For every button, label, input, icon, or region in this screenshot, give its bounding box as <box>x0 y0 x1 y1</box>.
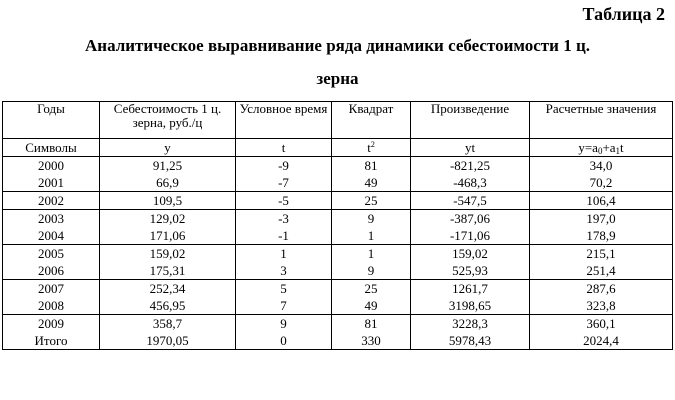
symbol-square <box>332 139 411 157</box>
cell-product: -387,06 <box>411 210 530 228</box>
cell-cost: 171,06 <box>100 227 236 245</box>
cell-calculated: 251,4 <box>530 262 673 280</box>
cell-year: 2002 <box>3 192 100 210</box>
cell-time: 7 <box>236 297 332 315</box>
cost-dynamics-table <box>2 101 673 350</box>
table-row <box>3 174 673 192</box>
table-row <box>3 192 673 210</box>
cell-year: 2003 <box>3 210 100 228</box>
formula-sub-1: 1 <box>615 145 621 156</box>
cell-calculated: 178,9 <box>530 227 673 245</box>
cell-time: 9 <box>236 315 332 333</box>
symbol-formula <box>530 139 673 157</box>
cell-year: Итого <box>3 332 100 350</box>
cell-square: 25 <box>332 280 411 298</box>
cell-year: 2005 <box>3 245 100 263</box>
cell-square: 81 <box>332 157 411 175</box>
cell-cost: 456,95 <box>100 297 236 315</box>
symbol-product: yt <box>411 139 530 157</box>
header-calculated-values: Расчетные значения <box>530 102 673 139</box>
table-row <box>3 210 673 228</box>
cell-year: 2001 <box>3 174 100 192</box>
table-row <box>3 227 673 245</box>
cell-time: -1 <box>236 227 332 245</box>
cell-product: 525,93 <box>411 262 530 280</box>
cell-product: -468,3 <box>411 174 530 192</box>
symbol-square-exponent: 2 <box>370 139 375 149</box>
cell-square: 9 <box>332 210 411 228</box>
cell-calculated: 215,1 <box>530 245 673 263</box>
formula-sub-0: 0 <box>597 145 603 156</box>
symbols-label: Символы <box>3 139 100 157</box>
cell-time: 1 <box>236 245 332 263</box>
cell-time: -3 <box>236 210 332 228</box>
symbol-square-base: t <box>367 139 371 155</box>
header-years: Годы <box>3 102 100 139</box>
table-row <box>3 245 673 263</box>
cell-year: 2007 <box>3 280 100 298</box>
cell-square: 49 <box>332 174 411 192</box>
cell-product: -171,06 <box>411 227 530 245</box>
cell-time: -5 <box>236 192 332 210</box>
row-group <box>3 192 673 210</box>
formula-part-plus-a: +a <box>602 139 616 155</box>
cell-year: 2008 <box>3 297 100 315</box>
cell-cost: 1970,05 <box>100 332 236 350</box>
formula-part-t: t <box>620 139 624 155</box>
cell-square: 81 <box>332 315 411 333</box>
cell-product: 5978,43 <box>411 332 530 350</box>
formula-part-y: y=a <box>578 139 598 155</box>
row-group <box>3 157 673 192</box>
cell-product: 3228,3 <box>411 315 530 333</box>
cell-cost: 109,5 <box>100 192 236 210</box>
cell-cost: 358,7 <box>100 315 236 333</box>
row-group <box>3 280 673 315</box>
symbol-cost: y <box>100 139 236 157</box>
cell-time: -9 <box>236 157 332 175</box>
cell-year: 2004 <box>3 227 100 245</box>
cell-cost: 66,9 <box>100 174 236 192</box>
row-group <box>3 210 673 245</box>
table-row <box>3 262 673 280</box>
table-title: Аналитическое выравнивание ряда динамики себестоимости 1 ц. <box>85 36 590 55</box>
cell-product: 1261,7 <box>411 280 530 298</box>
symbols-row <box>3 139 673 157</box>
cell-calculated: 197,0 <box>530 210 673 228</box>
table-row <box>3 297 673 315</box>
cell-product: -821,25 <box>411 157 530 175</box>
cell-year: 2006 <box>3 262 100 280</box>
cell-year: 2009 <box>3 315 100 333</box>
total-row <box>3 332 673 350</box>
cell-year: 2000 <box>3 157 100 175</box>
cell-time: -7 <box>236 174 332 192</box>
cell-product: -547,5 <box>411 192 530 210</box>
cell-calculated: 70,2 <box>530 174 673 192</box>
cell-square: 1 <box>332 227 411 245</box>
cell-square: 1 <box>332 245 411 263</box>
row-group <box>3 245 673 280</box>
cell-cost: 91,25 <box>100 157 236 175</box>
cell-square: 25 <box>332 192 411 210</box>
cell-cost: 252,34 <box>100 280 236 298</box>
header-product: Произведение <box>411 102 530 139</box>
cell-square: 49 <box>332 297 411 315</box>
header-square: Квадрат <box>332 102 411 139</box>
row-group <box>3 315 673 350</box>
cell-calculated: 287,6 <box>530 280 673 298</box>
table-row <box>3 315 673 333</box>
cell-square: 330 <box>332 332 411 350</box>
cell-time: 3 <box>236 262 332 280</box>
table-row <box>3 280 673 298</box>
cell-calculated: 34,0 <box>530 157 673 175</box>
table-row <box>3 157 673 175</box>
cell-time: 0 <box>236 332 332 350</box>
cell-square: 9 <box>332 262 411 280</box>
cell-product: 3198,65 <box>411 297 530 315</box>
table-number-label: Таблица 2 <box>582 4 665 24</box>
symbol-time: t <box>236 139 332 157</box>
cell-calculated: 360,1 <box>530 315 673 333</box>
header-cost: Себестоимость 1 ц. зерна, руб./ц <box>100 102 236 139</box>
cell-cost: 175,31 <box>100 262 236 280</box>
header-conditional-time: Условное время <box>236 102 332 139</box>
cell-calculated: 106,4 <box>530 192 673 210</box>
cell-cost: 129,02 <box>100 210 236 228</box>
cell-cost: 159,02 <box>100 245 236 263</box>
cell-product: 159,02 <box>411 245 530 263</box>
table-title-continued: зерна <box>316 69 359 88</box>
cell-time: 5 <box>236 280 332 298</box>
cell-calculated: 323,8 <box>530 297 673 315</box>
cell-calculated: 2024,4 <box>530 332 673 350</box>
